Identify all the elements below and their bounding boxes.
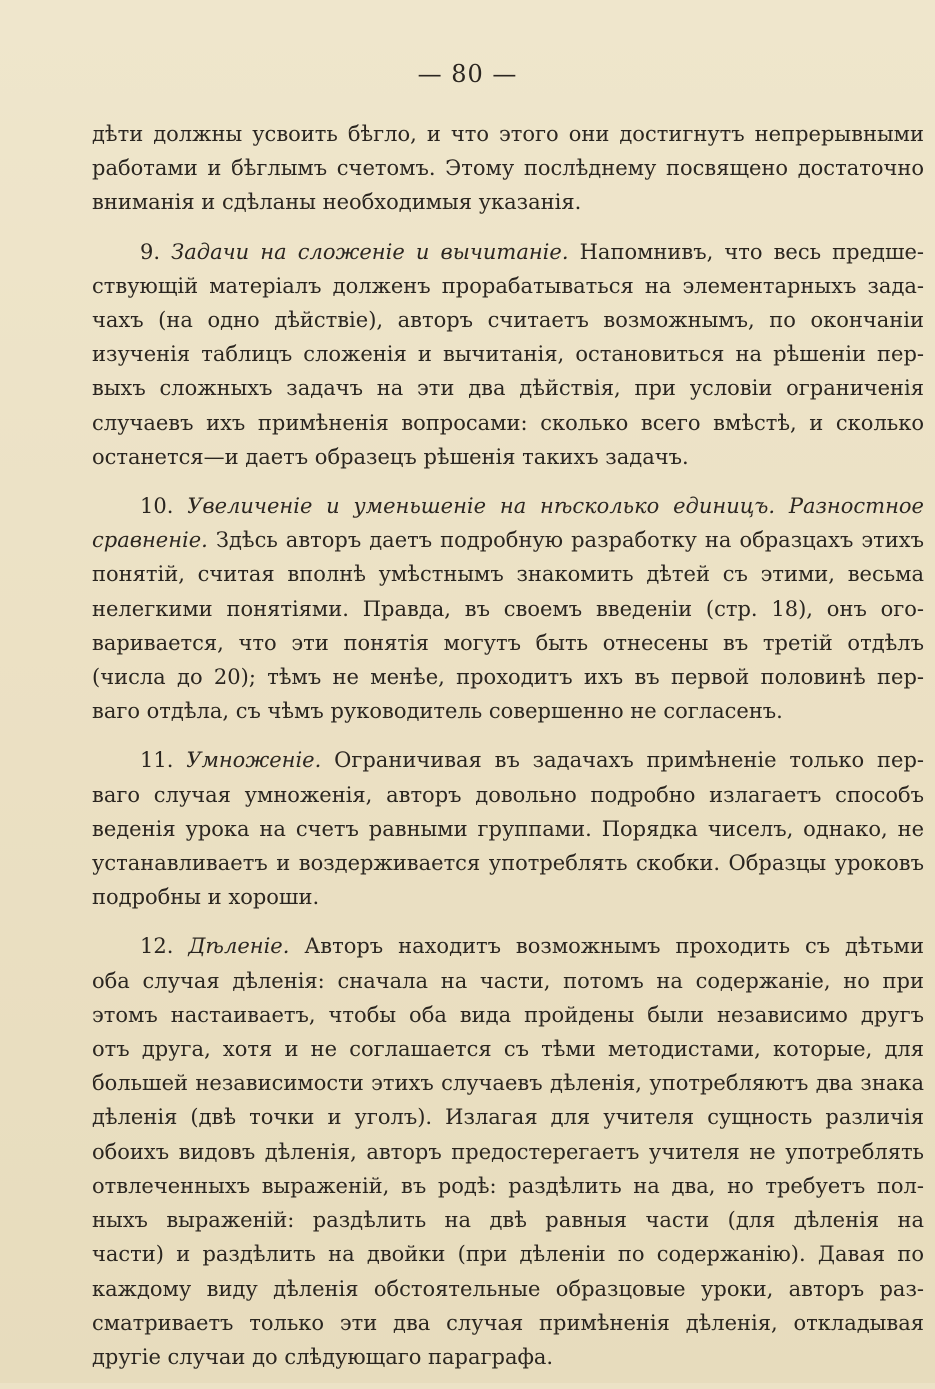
section-number: 10.	[140, 494, 174, 519]
text-line: обоихъ видовъ дѣленія, авторъ предостерегаетъ учителя не употреблять	[92, 1139, 924, 1164]
paragraph-11	[92, 743, 924, 914]
text-line: ныхъ выраженій: раздѣлить на двѣ равныя части (для дѣленія на	[92, 1208, 924, 1233]
text-line: ваго отдѣла, съ чѣмъ руководитель совершенно не согласенъ.	[92, 699, 783, 724]
text-line: останется—и даетъ образецъ рѣшенія такихъ задачъ.	[92, 444, 689, 469]
text-line: случаевъ ихъ примѣненія вопросами: сколько всего вмѣстѣ, и сколько	[92, 410, 924, 435]
section-heading-continuation: сравненіе.	[92, 528, 208, 553]
text-line: дѣти должны усвоить бѣгло, и что этого они достигнутъ непрерывными	[92, 122, 924, 146]
paragraph-10	[92, 489, 924, 728]
text-fragment: Ограничивая въ задачахъ примѣненіе только пер-	[334, 748, 924, 773]
text-line: варивается, что эти понятія могутъ быть отнесены въ третій отдѣлъ	[92, 630, 924, 655]
text-line: каждому виду дѣленія обстоятельные образцовые уроки, авторъ раз-	[92, 1276, 924, 1301]
text-fragment: Авторъ находитъ возможнымъ проходить съ дѣтьми	[304, 934, 924, 959]
text-line: (числа до 20); тѣмъ не менѣе, проходитъ ихъ въ первой половинѣ пер-	[92, 665, 924, 690]
section-number: 11.	[140, 748, 174, 773]
text-line: устанавливаетъ и воздерживается употреблять скобки. Образцы уроковъ	[92, 851, 924, 876]
text-line: дѣленія (двѣ точки и уголъ). Излагая для учителя сущность различія	[92, 1105, 924, 1130]
body-text	[92, 117, 924, 1389]
text-line: этомъ настаиваетъ, чтобы оба вида пройдены были независимо другъ	[92, 1002, 924, 1027]
text-line: оба случая дѣленія: сначала на части, потомъ на содержаніе, но при	[92, 968, 924, 993]
text-line: части) и раздѣлить на двойки (при дѣленіи по содержанію). Давая по	[92, 1242, 924, 1267]
text-line: другіе случаи до слѣдующаго параграфа.	[92, 1344, 554, 1369]
text-line: ваго случая умноженія, авторъ довольно подробно излагаетъ способъ	[92, 782, 924, 807]
text-line: чахъ (на одно дѣйствіе), авторъ считаетъ возможнымъ, по окончаніи	[92, 308, 924, 333]
text-line	[92, 489, 924, 523]
paragraph-9	[92, 235, 924, 474]
section-heading: Задачи на сложеніе и вычитаніе.	[171, 239, 569, 264]
text-line	[92, 743, 924, 777]
text-line: ствующій матеріалъ долженъ прорабатываться на элементарныхъ зада-	[92, 273, 924, 298]
text-line: нелегкими понятіями. Правда, въ своемъ введеніи (стр. 18), онъ ого-	[92, 596, 924, 621]
text-line: понятій, считая вполнѣ умѣстнымъ знакомить дѣтей съ этими, весьма	[92, 562, 924, 587]
page-number: — 80 —	[417, 60, 518, 88]
text-line: выхъ сложныхъ задачъ на эти два дѣйствія, при условіи ограниченія	[92, 376, 924, 401]
section-heading: Увеличеніе и уменьшеніе на нѣсколько единицъ. Разностное	[187, 494, 924, 519]
text-line: сматриваетъ только эти два случая примѣненія дѣленія, откладывая	[92, 1310, 924, 1335]
text-line: подробны и хороши.	[92, 885, 320, 910]
text-line	[92, 235, 924, 269]
text-fragment: Напомнивъ, что весь предше-	[579, 239, 924, 264]
section-number: 9.	[140, 239, 161, 264]
paragraph-continuation	[92, 117, 924, 220]
text-line: большей независимости этихъ случаевъ дѣленія, употребляютъ два знака	[92, 1071, 924, 1096]
text-line	[92, 929, 924, 963]
text-line: отвлеченныхъ выраженій, въ родѣ: раздѣлить на два, но требуетъ пол-	[92, 1173, 924, 1198]
section-number: 12.	[140, 934, 174, 959]
text-line: вниманія и сдѣланы необходимыя указанія.	[92, 190, 582, 215]
section-heading: Дѣленіе.	[188, 934, 290, 959]
section-heading: Умноженіе.	[186, 748, 322, 773]
text-line: изученія таблицъ сложенія и вычитанія, остановиться на рѣшеніи пер-	[92, 342, 924, 367]
text-line: веденія урока на счетъ равными группами. Порядка чиселъ, однако, не	[92, 816, 924, 841]
text-line	[92, 523, 924, 557]
text-line: работами и бѣглымъ счетомъ. Этому послѣднему посвящено достаточно	[92, 156, 924, 181]
text-line: отъ друга, хотя и не соглашается съ тѣми методистами, которые, для	[92, 1037, 924, 1062]
paragraph-12	[92, 929, 924, 1374]
text-fragment: Здѣсь авторъ даетъ подробную разработку на образцахъ этихъ	[215, 528, 924, 553]
